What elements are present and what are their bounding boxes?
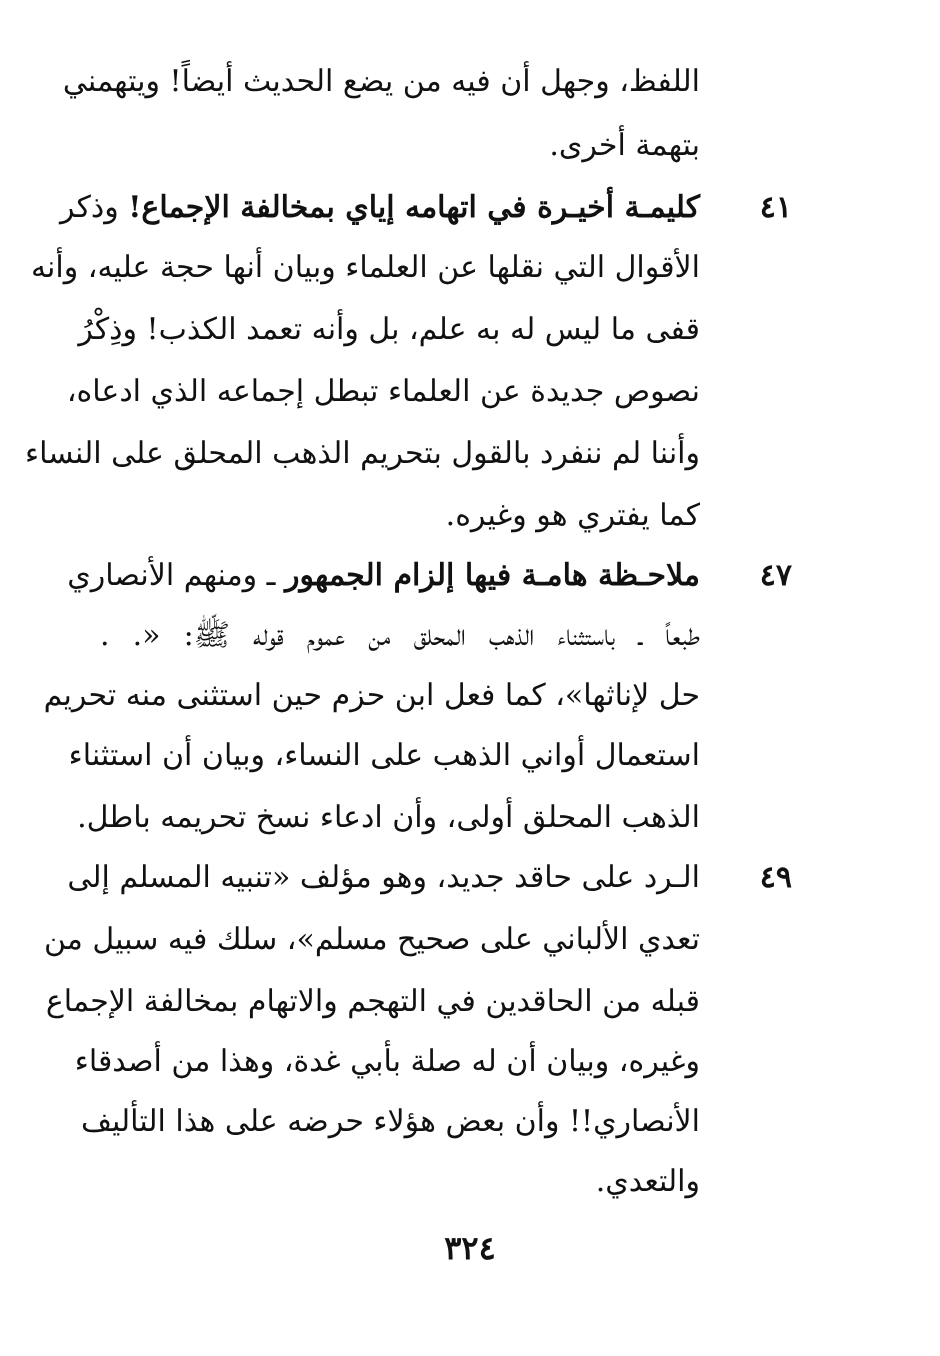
entry-49-line-6: والتعدي. xyxy=(595,1164,700,1199)
entry-41-first-line xyxy=(60,186,700,230)
entry-47-first-rest: ـ ومنهم الأنصاري xyxy=(67,558,286,593)
entry-41-line-5: وأننا لم ننفرد بالقول بتحريم الذهب المحلق على النساء xyxy=(25,436,700,471)
entry-47-line-2: طبعاً ـ باستثناء الذهب المحلق من عموم قوله ﷺ: «. . xyxy=(100,618,700,653)
entry-49-line-5: الأنصاري!! وأن بعض هؤلاء حرضه على هذا التأليف xyxy=(80,1104,700,1139)
entry-41-line-2: الأقوال التي نقلها عن العلماء وبيان أنها حجة عليه، وأنه xyxy=(30,250,700,285)
entry-47-line-3: حل لإناثها»، كما فعل ابن حزم حين استثنى منه تحريم xyxy=(43,678,700,713)
entry-47-heading: ملاحـظة هامـة فيها إلزام الجمهور xyxy=(285,558,700,593)
entry-49-first-rest: الـرد على حاقد جديد، وهو مؤلف «تنبيه المسلم إلى xyxy=(67,860,700,895)
page-number: ٣٢٤ xyxy=(444,1229,496,1267)
entry-49-line-3: قبله من الحاقدين في التهجم والاتهام بمخالفة الإجماع xyxy=(45,984,700,1019)
intro-line-1: اللفظ، وجهل أن فيه من يضع الحديث أيضاً! ويتهمني xyxy=(62,64,700,99)
entry-41-first-rest: وذكر xyxy=(60,190,129,225)
entry-41-line-3: قفى ما ليس له به علم، بل وأنه تعمد الكذب! وذِكْرُ xyxy=(78,312,700,347)
entry-49-first-line xyxy=(67,856,700,900)
entry-47-line-5: الذهب المحلق أولى، وأن ادعاء نسخ تحريمه باطل. xyxy=(77,800,700,835)
entry-41-line-6: كما يفتري هو وغيره. xyxy=(445,498,700,533)
entry-number-41: ٤١ xyxy=(759,190,792,225)
entry-41-line-4: نصوص جديدة عن العلماء تبطل إجماعه الذي ادعاه، xyxy=(66,374,700,409)
entry-47-first-line xyxy=(67,554,700,598)
intro-line-2: بتهمة أخرى. xyxy=(549,128,700,163)
entry-49-line-4: وغيره، وبيان أن له صلة بأبي غدة، وهذا من أصدقاء xyxy=(74,1044,700,1079)
entry-47-line-4: استعمال أواني الذهب على النساء، وبيان أن استثناء xyxy=(68,738,700,773)
entry-number-47: ٤٧ xyxy=(759,558,792,593)
entry-number-49: ٤٩ xyxy=(759,860,792,895)
entry-41-heading: كليمـة أخيـرة في اتهامه إياي بمخالفة الإجماع! xyxy=(128,190,700,225)
entry-49-line-2: تعدي الألباني على صحيح مسلم»، سلك فيه سبيل من xyxy=(43,922,700,957)
